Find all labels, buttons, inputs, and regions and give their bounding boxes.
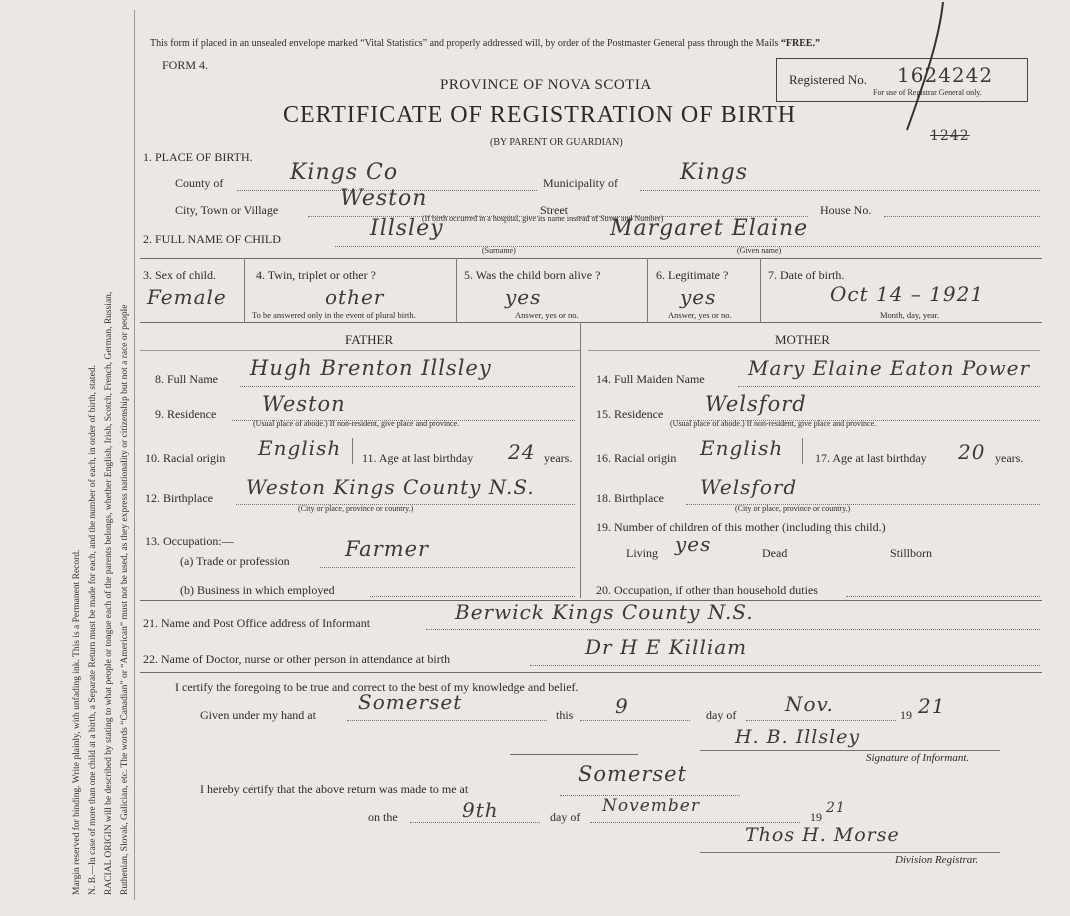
- day-of-label: day of: [706, 708, 737, 722]
- legitimate-value: yes: [680, 285, 717, 309]
- given-under-label: Given under my hand at: [200, 708, 316, 722]
- county-label: County of: [175, 176, 224, 190]
- mother-years-label: years.: [995, 451, 1024, 465]
- doctor-label: 22. Name of Doctor, nurse or other person in attendance at birth: [143, 652, 451, 666]
- registrar-day-of-label: day of: [550, 810, 581, 824]
- alive-note: Answer, yes or no.: [515, 310, 579, 320]
- mother-children-label: 19. Number of children of this mother (including this child.): [596, 520, 886, 534]
- mother-age-value: 20: [958, 440, 986, 464]
- father-residence-label: 9. Residence: [155, 407, 217, 421]
- twin-value: other: [325, 285, 385, 309]
- father-trade-label: (a) Trade or profession: [180, 554, 290, 568]
- county-value: Kings Co: [290, 160, 399, 185]
- given-year-prefix: 19: [900, 708, 912, 722]
- legitimate-label: 6. Legitimate ?: [656, 268, 729, 282]
- surname-caption: (Surname): [482, 246, 516, 255]
- mother-name-value: Mary Elaine Eaton Power: [748, 356, 1031, 380]
- street-label: Street: [540, 203, 568, 217]
- father-birthplace-value: Weston Kings County N.S.: [246, 475, 535, 499]
- mother-birthplace-label: 18. Birthplace: [596, 491, 664, 505]
- given-day-value: 9: [615, 694, 629, 718]
- given-year-suffix: 21: [918, 694, 946, 718]
- margin-note-racial-origin: RACIAL ORIGIN will be described by stating to what people or tongue each of the parents belongs, whether English, Irish, Scotch, French, German, Russian,: [104, 291, 114, 895]
- city-value: Weston: [340, 186, 428, 211]
- legitimate-note: Answer, yes or no.: [668, 310, 732, 320]
- mother-race-label: 16. Racial origin: [596, 451, 677, 465]
- sex-label: 3. Sex of child.: [143, 268, 216, 282]
- living-label: Living: [626, 546, 658, 560]
- doctor-value: Dr H E Killiam: [585, 635, 748, 659]
- father-heading: FATHER: [345, 332, 394, 347]
- registered-label: Registered No.: [789, 72, 867, 87]
- living-value: yes: [675, 532, 712, 556]
- mother-occupation-label: 20. Occupation, if other than household duties: [596, 583, 818, 597]
- given-place-value: Somerset: [358, 690, 463, 714]
- informant-signature-caption: Signature of Informant.: [866, 752, 970, 764]
- on-the-label: on the: [368, 810, 398, 824]
- province-heading: PROVINCE OF NOVA SCOTIA: [440, 77, 652, 93]
- stillborn-label: Stillborn: [890, 546, 933, 560]
- dob-value: Oct 14 – 1921: [830, 282, 985, 306]
- mother-age-label: 17. Age at last birthday: [815, 451, 927, 465]
- father-name-label: 8. Full Name: [155, 372, 218, 386]
- mother-birthplace-note: (City or place, province or country.): [735, 504, 851, 513]
- margin-note-multiple-births: N. B.—In case of more than one child at a birth, a Separate Return must be made for each, and the number of each, in order of birth, stated.: [88, 365, 98, 895]
- municipality-value: Kings: [680, 160, 749, 185]
- alive-label: 5. Was the child born alive ?: [464, 268, 601, 282]
- father-birthplace-label: 12. Birthplace: [145, 491, 213, 505]
- mail-notice: This form if placed in an unsealed envelope marked “Vital Statistics” and properly addressed will, by order of the Postmaster General pass through the Mails “FREE.”: [150, 38, 821, 49]
- place-of-birth-heading: 1. PLACE OF BIRTH.: [143, 150, 253, 164]
- informant-label: 21. Name and Post Office address of Informant: [143, 616, 371, 630]
- this-label: this: [556, 708, 574, 722]
- struck-number: 1242: [930, 128, 970, 144]
- child-given-name: Margaret Elaine: [610, 216, 809, 241]
- registered-number: 1624242: [897, 63, 994, 87]
- pen-stroke-mark: [895, 0, 955, 140]
- father-age-value: 24: [508, 440, 536, 464]
- father-race-label: 10. Racial origin: [145, 451, 226, 465]
- registrar-caption: Division Registrar.: [895, 854, 979, 866]
- father-years-label: years.: [544, 451, 573, 465]
- child-surname: Illsley: [370, 216, 444, 241]
- registrar-signature: Thos H. Morse: [745, 824, 900, 846]
- registrar-place-value: Somerset: [578, 762, 688, 786]
- father-race-value: English: [258, 436, 342, 460]
- margin-note-nationality: Ruthenian, Slovak, Galician, etc. The words “Canadian” or “American” must not be used, as they express nationality or citizenship but not a race or people: [120, 304, 130, 895]
- alive-value: yes: [505, 285, 542, 309]
- municipality-label: Municipality of: [543, 176, 618, 190]
- margin-divider: [134, 10, 135, 900]
- mother-race-value: English: [700, 436, 784, 460]
- free-label: “FREE.”: [780, 38, 821, 49]
- page-subtitle: (BY PARENT OR GUARDIAN): [490, 137, 623, 148]
- page-title: CERTIFICATE OF REGISTRATION OF BIRTH: [283, 102, 797, 128]
- form-number: FORM 4.: [162, 58, 209, 72]
- father-occupation-label: 13. Occupation:—: [145, 534, 234, 548]
- sex-value: Female: [147, 285, 227, 309]
- father-residence-value: Weston: [262, 392, 346, 416]
- father-trade-value: Farmer: [345, 537, 430, 561]
- mother-residence-value: Welsford: [705, 392, 807, 416]
- dob-note: Month, day, year.: [880, 310, 940, 320]
- mother-name-label: 14. Full Maiden Name: [596, 372, 705, 386]
- twin-label: 4. Twin, triplet or other ?: [256, 268, 376, 282]
- house-number-label: House No.: [820, 203, 872, 217]
- informant-value: Berwick Kings County N.S.: [455, 600, 754, 624]
- margin-note-binding: Margin reserved for binding. Write plainly, with unfading ink. This is a Permanent Record.: [72, 549, 82, 895]
- given-month-value: Nov.: [785, 692, 834, 716]
- father-residence-note: (Usual place of abode.) If non-resident, give place and province.: [253, 419, 460, 428]
- mother-birthplace-value: Welsford: [700, 475, 798, 499]
- child-name-label: 2. FULL NAME OF CHILD: [143, 232, 281, 246]
- mother-residence-note: (Usual place of abode.) If non-resident, give place and province.: [670, 419, 877, 428]
- dead-label: Dead: [762, 546, 788, 560]
- registrar-day-value: 9th: [462, 798, 499, 822]
- registrar-use-note: For use of Registrar General only.: [873, 88, 982, 97]
- father-business-label: (b) Business in which employed: [180, 583, 335, 597]
- certify-statement: I certify the foregoing to be true and correct to the best of my knowledge and belief.: [175, 680, 579, 694]
- informant-signature: H. B. Illsley: [735, 726, 861, 748]
- mother-residence-label: 15. Residence: [596, 407, 664, 421]
- city-label: City, Town or Village: [175, 203, 279, 217]
- registrar-year-suffix: 21: [826, 800, 846, 816]
- dob-label: 7. Date of birth.: [768, 268, 845, 282]
- registrar-month-value: November: [602, 796, 700, 816]
- twin-note: To be answered only in the event of plural birth.: [252, 310, 416, 320]
- father-name-value: Hugh Brenton Illsley: [250, 356, 492, 380]
- father-age-label: 11. Age at last birthday: [362, 451, 474, 465]
- registrar-year-prefix: 19: [810, 810, 822, 824]
- hospital-note: (If birth occurred in a hospital, give its name instead of Street and Number): [422, 214, 664, 223]
- registrar-statement: I hereby certify that the above return was made to me at: [200, 782, 469, 796]
- mother-heading: MOTHER: [775, 332, 830, 347]
- given-caption: (Given name): [737, 246, 782, 255]
- father-birthplace-note: (City or place, province or country.): [298, 504, 414, 513]
